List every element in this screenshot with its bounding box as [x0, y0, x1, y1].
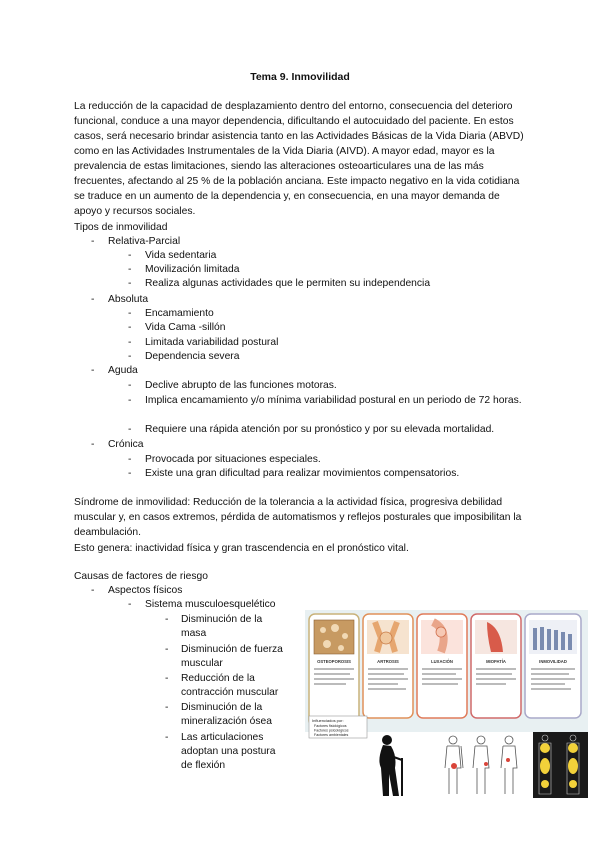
bullet-dash: -: [128, 322, 132, 333]
bullet-dash: -: [128, 395, 132, 406]
physical-aspects: Aspectos físicos: [108, 585, 183, 596]
type-item: Vida sedentaria: [145, 250, 217, 261]
bullet-dash: -: [91, 365, 95, 376]
immobility-infographic: [305, 608, 588, 798]
musculo-item: Las articulaciones adoptan una postura de flexión: [181, 732, 276, 771]
musculo-label: Sistema musculoesquelético: [145, 599, 276, 610]
type-cronica: Crónica: [108, 439, 144, 450]
influence-title: Influenciados por:: [312, 718, 344, 723]
bullet-dash: -: [91, 585, 95, 596]
panel-label: OSTEOPOROSIS: [317, 659, 351, 664]
influence-item: Factores fisiológicos: [314, 724, 347, 728]
bullet-dash: -: [165, 702, 169, 713]
bullet-dash: -: [165, 673, 169, 684]
type-item: Provocada por situaciones especiales.: [145, 454, 321, 465]
type-item: Requiere una rápida atención por su pronóstico y por su elevada mortalidad.: [145, 424, 495, 435]
panel-label: MIOPATÍA: [486, 659, 506, 664]
type-item: Realiza algunas actividades que le permiten su independencia: [145, 278, 431, 289]
bullet-dash: -: [128, 308, 132, 319]
type-item: Existe una gran dificultad para realizar movimientos compensatorios.: [145, 468, 460, 479]
intro-paragraph: La reducción de la capacidad de desplazamiento dentro del entorno, consecuencia del deterioro funcional, conduce a una mayor dependencia, dificultando el autocuidado del paciente. En estos casos, será necesario brindar asistencia tanto en las Actividades Básicas de la Vida Diaria (ABVD) como en las Actividades Instrumentales de la Vida Diaria (AIVD). A mayor edad, mayor es la prevalencia de estas limitaciones, siendo las alteraciones osteoarticulares una de las más frecuentes, afectando al 25 % de la población anciana. Este impacto negativo en la vida cotidiana se traduce en un aumento de la dependencia y, en consecuencia, en una mayor demanda de apoyo y recursos sociales.: [74, 101, 524, 217]
type-item: Vida Cama -sillón: [145, 322, 226, 333]
musculo-item: Disminución de la masa: [181, 614, 263, 639]
causes-heading: Causas de factores de riesgo: [74, 571, 208, 582]
bullet-dash: -: [128, 351, 132, 362]
bullet-dash: -: [91, 236, 95, 247]
influence-item: Factores psicológicos: [314, 728, 349, 733]
bullet-dash: -: [91, 294, 95, 305]
bullet-dash: -: [91, 439, 95, 450]
type-relativa: Relativa-Parcial: [108, 236, 181, 247]
musculo-item: Disminución de fuerza muscular: [181, 644, 283, 669]
type-item: Movilización limitada: [145, 264, 240, 275]
bullet-dash: -: [128, 337, 132, 348]
panel-label: ARTROSIS: [377, 659, 399, 664]
generates-paragraph: Esto genera: inactividad física y gran trascendencia en el pronóstico vital.: [74, 543, 409, 554]
bullet-dash: -: [165, 614, 169, 625]
musculo-item: Disminución de la mineralización ósea: [181, 702, 273, 727]
bullet-dash: -: [128, 454, 132, 465]
type-item: Dependencia severa: [145, 351, 240, 362]
type-item: Implica encamamiento y/o mínima variabilidad postural en un periodo de 72 horas.: [145, 395, 522, 406]
panel-label: INMOVILIDAD: [539, 659, 567, 664]
musculo-item: Reducción de la contracción muscular: [181, 673, 279, 698]
type-absoluta: Absoluta: [108, 294, 149, 305]
page-title: Tema 9. Inmovilidad: [250, 71, 350, 83]
bullet-dash: -: [128, 380, 132, 391]
bullet-dash: -: [128, 599, 132, 610]
bullet-dash: -: [128, 278, 132, 289]
bullet-dash: -: [165, 732, 169, 743]
panel-label: LUXACIÓN: [431, 659, 453, 664]
bullet-dash: -: [128, 468, 132, 479]
bullet-dash: -: [128, 264, 132, 275]
type-aguda: Aguda: [108, 365, 138, 376]
bullet-dash: -: [128, 250, 132, 261]
type-item: Limitada variabilidad postural: [145, 337, 279, 348]
syndrome-paragraph: Síndrome de inmovilidad: Reducción de la tolerancia a la actividad física, progresiva debilidad muscular y, en casos extremos, pérdida de automatismos y reflejos posturales que imposibilitan la deambulación.: [74, 497, 522, 538]
bullet-dash: -: [128, 424, 132, 435]
type-item: Encamamiento: [145, 308, 214, 319]
types-heading: Tipos de inmovilidad: [74, 222, 168, 233]
influence-item: Factores ambientales: [314, 733, 349, 737]
type-item: Declive abrupto de las funciones motoras.: [145, 380, 337, 391]
bullet-dash: -: [165, 644, 169, 655]
